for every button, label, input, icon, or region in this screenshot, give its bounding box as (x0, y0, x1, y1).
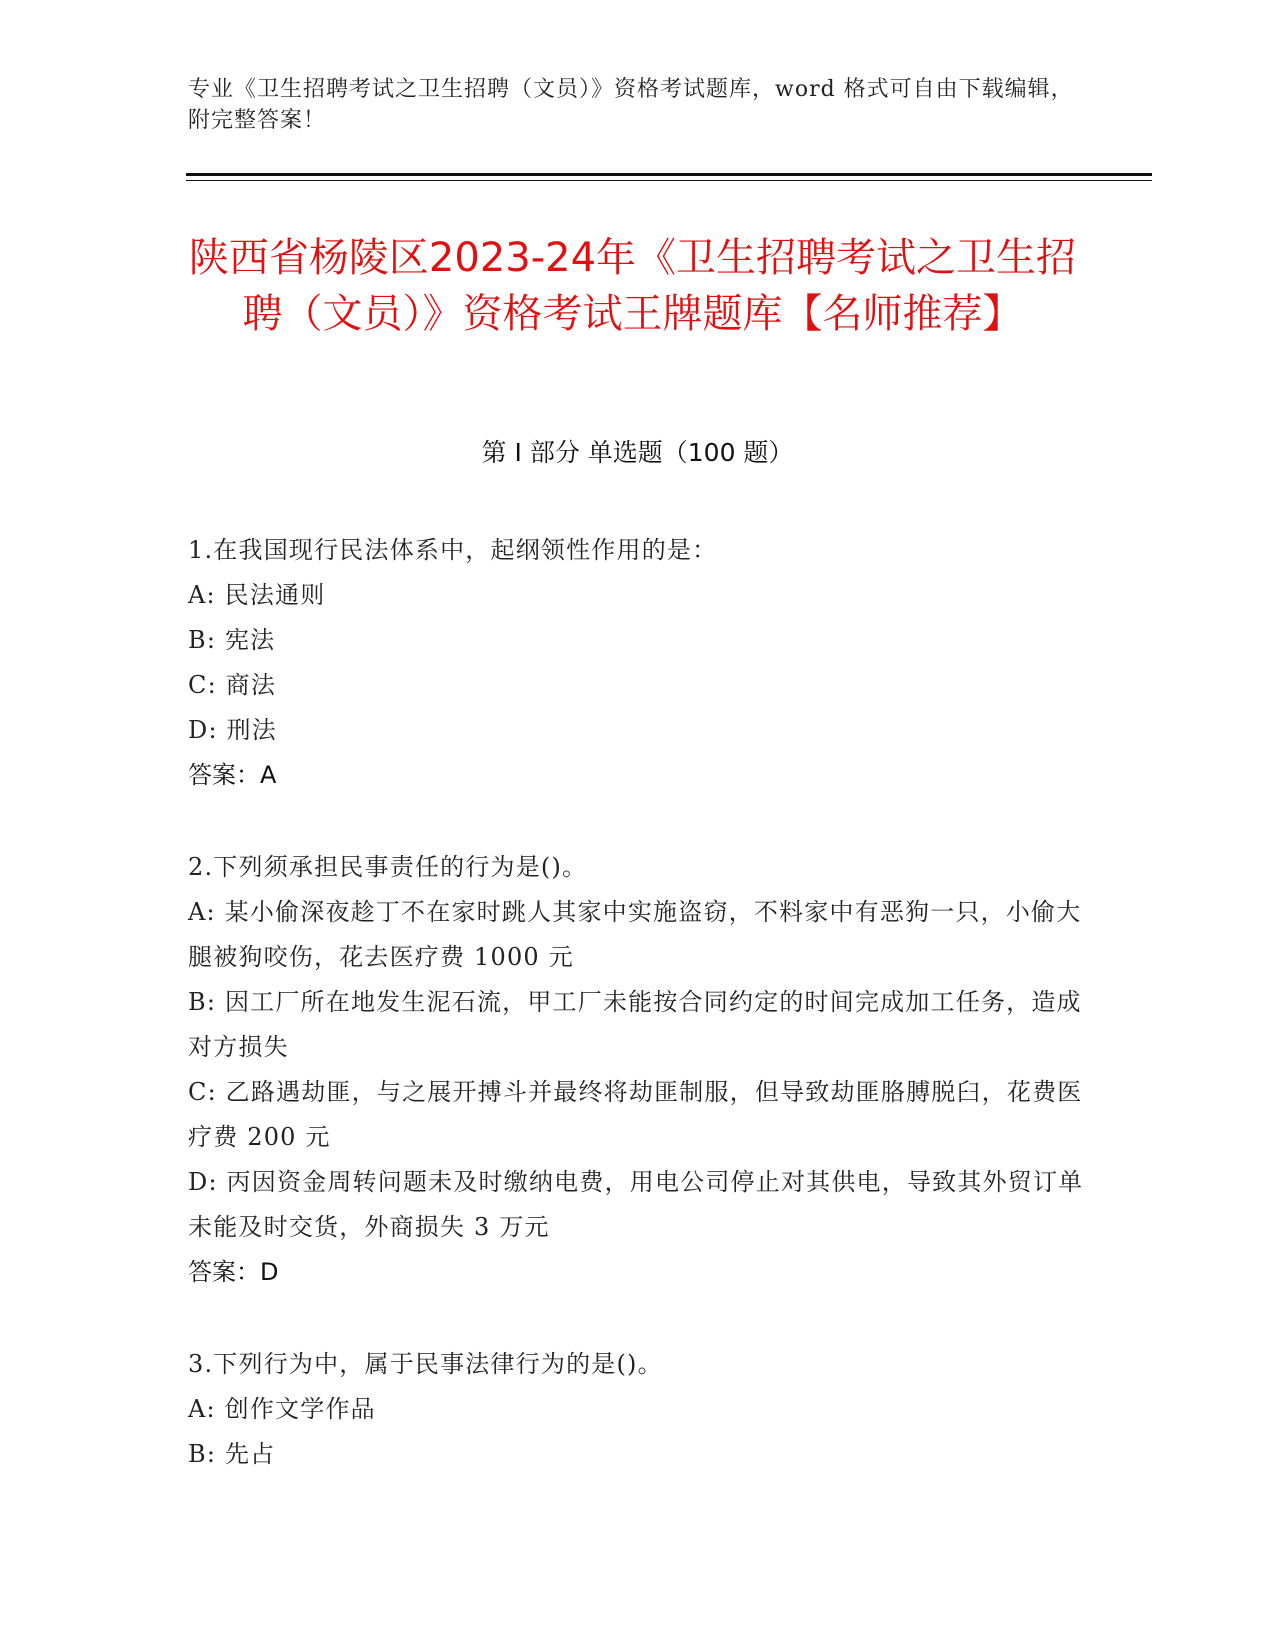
answer: 答案：D (188, 1258, 279, 1286)
question-1 (188, 528, 1088, 798)
header-note: 专业《卫生招聘考试之卫生招聘（文员）》资格考试题库，word 格式可自由下载编辑，附完整答案！ (188, 77, 1074, 133)
option-a: A: 民法通则 (188, 581, 326, 609)
option-c: C: 商法 (188, 671, 277, 699)
header-divider-thick (186, 173, 1152, 176)
option-b: B: 因工厂所在地发生泥石流，甲工厂未能按合同约定的时间完成加工任务，造成对方损失 (188, 988, 1082, 1061)
question-2 (188, 845, 1088, 1295)
question-stem: 3.下列行为中，属于民事法律行为的是()。 (188, 1350, 663, 1378)
option-d: D: 刑法 (188, 716, 277, 744)
document-title: 陕西省杨陵区2023-24年《卫生招聘考试之卫生招聘（文员）》资格考试王牌题库【名师推荐】 (188, 235, 1077, 337)
option-a: A: 创作文学作品 (188, 1395, 376, 1423)
option-b: B: 宪法 (188, 626, 276, 654)
question-3 (188, 1342, 1088, 1477)
question-stem: 2.下列须承担民事责任的行为是()。 (188, 853, 588, 881)
section-heading: 第 I 部分 单选题（100 题） (481, 438, 794, 467)
answer: 答案：A (188, 761, 277, 789)
header-divider-thin (186, 180, 1152, 181)
question-stem: 1.在我国现行民法体系中，起纲领性作用的是： (188, 536, 718, 564)
question-list (188, 528, 1088, 1524)
option-c: C: 乙路遇劫匪，与之展开搏斗并最终将劫匪制服，但导致劫匪胳膊脱臼，花费医疗费 200 元 (188, 1078, 1083, 1151)
option-d: D: 丙因资金周转问题未及时缴纳电费，用电公司停止对其供电，导致其外贸订单未能及时交货，外商损失 3 万元 (188, 1168, 1084, 1241)
option-a: A: 某小偷深夜趁丁不在家时跳人其家中实施盗窃，不料家中有恶狗一只，小偷大腿被狗咬伤，花去医疗费 1000 元 (188, 898, 1082, 971)
option-b: B: 先占 (188, 1440, 276, 1468)
